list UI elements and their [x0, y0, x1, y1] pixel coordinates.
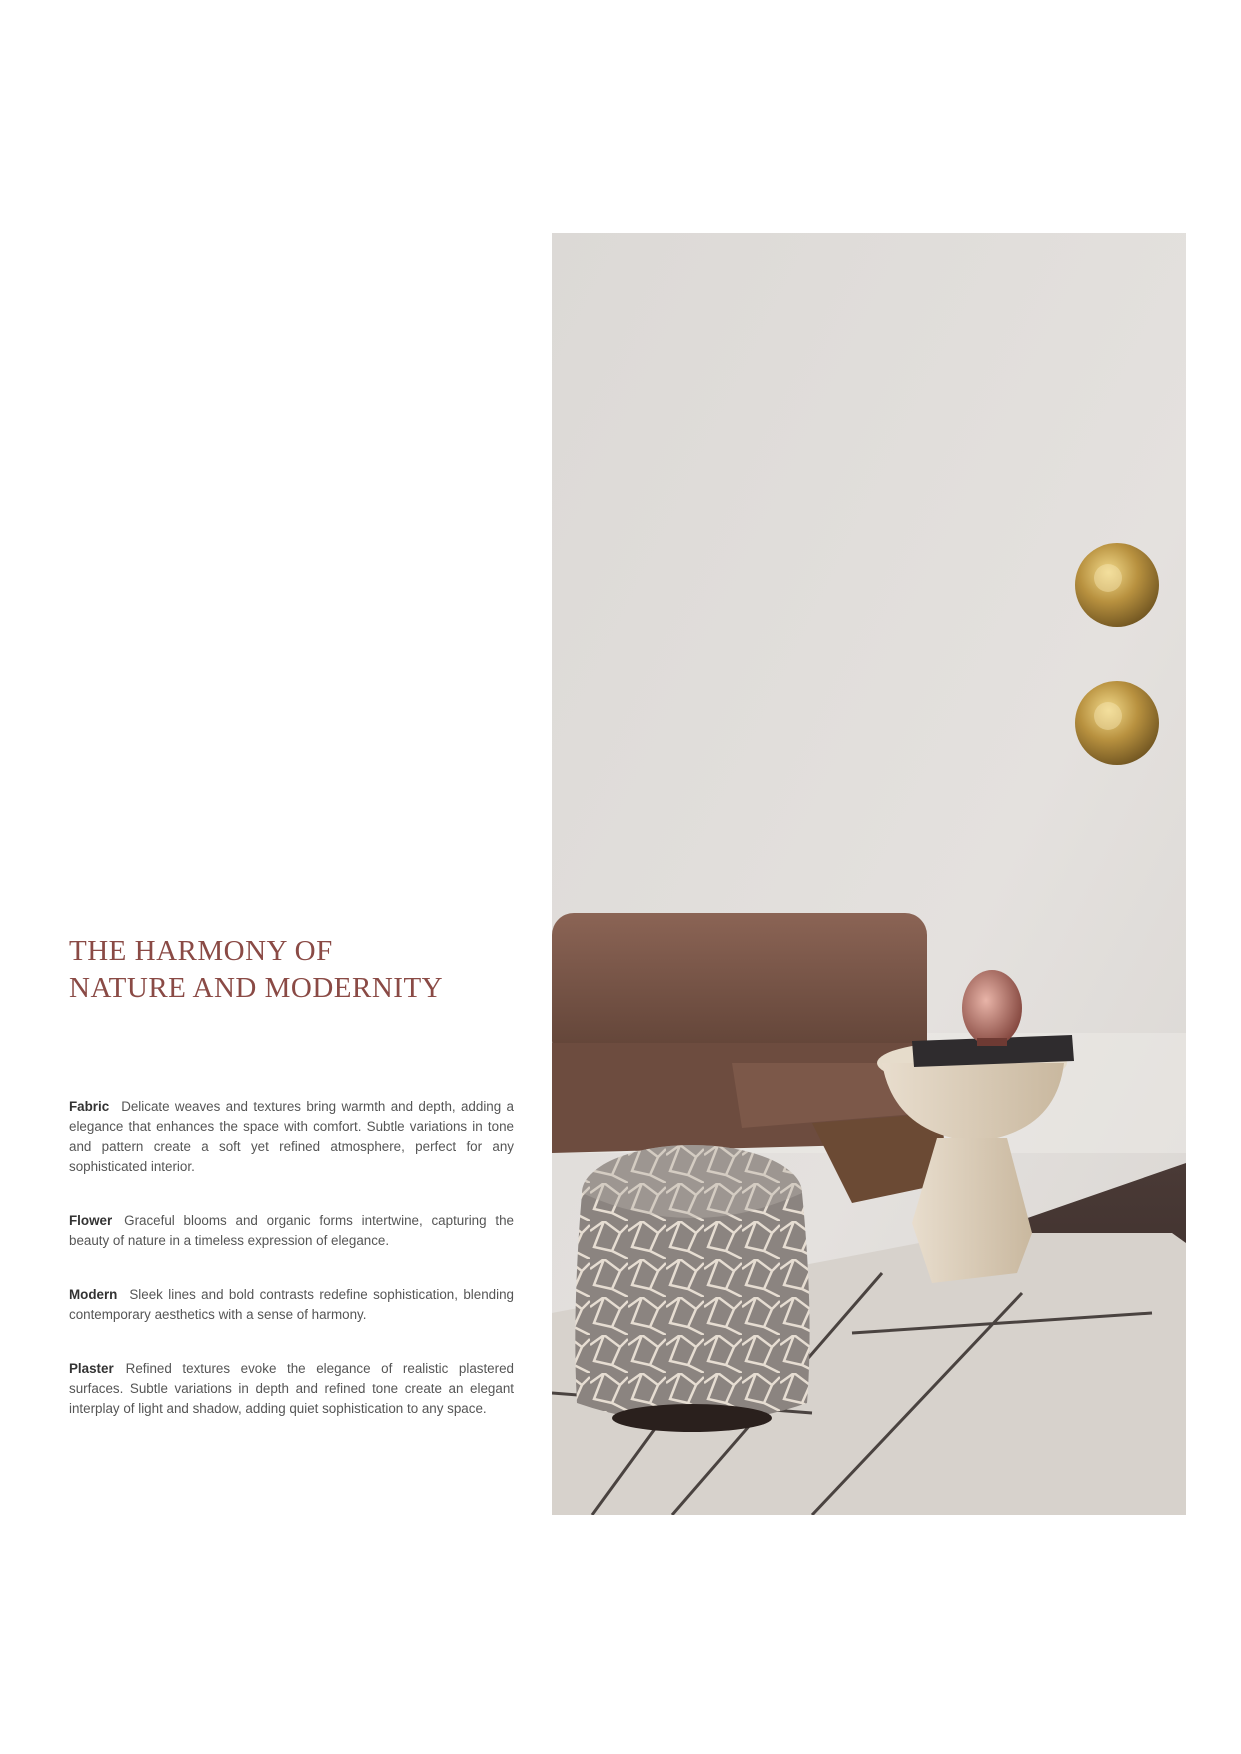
section-term: Flower	[69, 1213, 113, 1228]
sofa-back	[552, 913, 927, 1063]
interior-photo	[552, 233, 1186, 1515]
section-term: Plaster	[69, 1361, 114, 1376]
section-fabric	[69, 1097, 514, 1177]
section-text: Delicate weaves and textures bring warmth and depth, adding a elegance that enhances the space with comfort. Subtle variations in tone and pattern create a soft yet refined atmosphere, perfect for any sophisticated interior.	[69, 1099, 514, 1174]
title-line-1: THE HARMONY OF	[69, 935, 333, 967]
section-text: Sleek lines and bold contrasts redefine sophistication, blending contemporary aesthetics with a sense of harmony.	[69, 1287, 514, 1322]
section-modern	[69, 1285, 514, 1325]
section-text: Refined textures evoke the elegance of realistic plastered surfaces. Subtle variations in depth and refined tone create an elegant interplay of light and shadow, adding quiet sophistication to any space.	[69, 1361, 514, 1416]
page-title	[69, 933, 509, 1007]
section-flower	[69, 1211, 514, 1251]
section-text: Graceful blooms and organic forms intertwine, capturing the beauty of nature in a timeless expression of elegance.	[69, 1213, 514, 1248]
section-plaster	[69, 1359, 514, 1419]
title-line-2: NATURE AND MODERNITY	[69, 972, 444, 1004]
section-term: Modern	[69, 1287, 118, 1302]
section-term: Fabric	[69, 1099, 110, 1114]
vase	[962, 970, 1022, 1046]
